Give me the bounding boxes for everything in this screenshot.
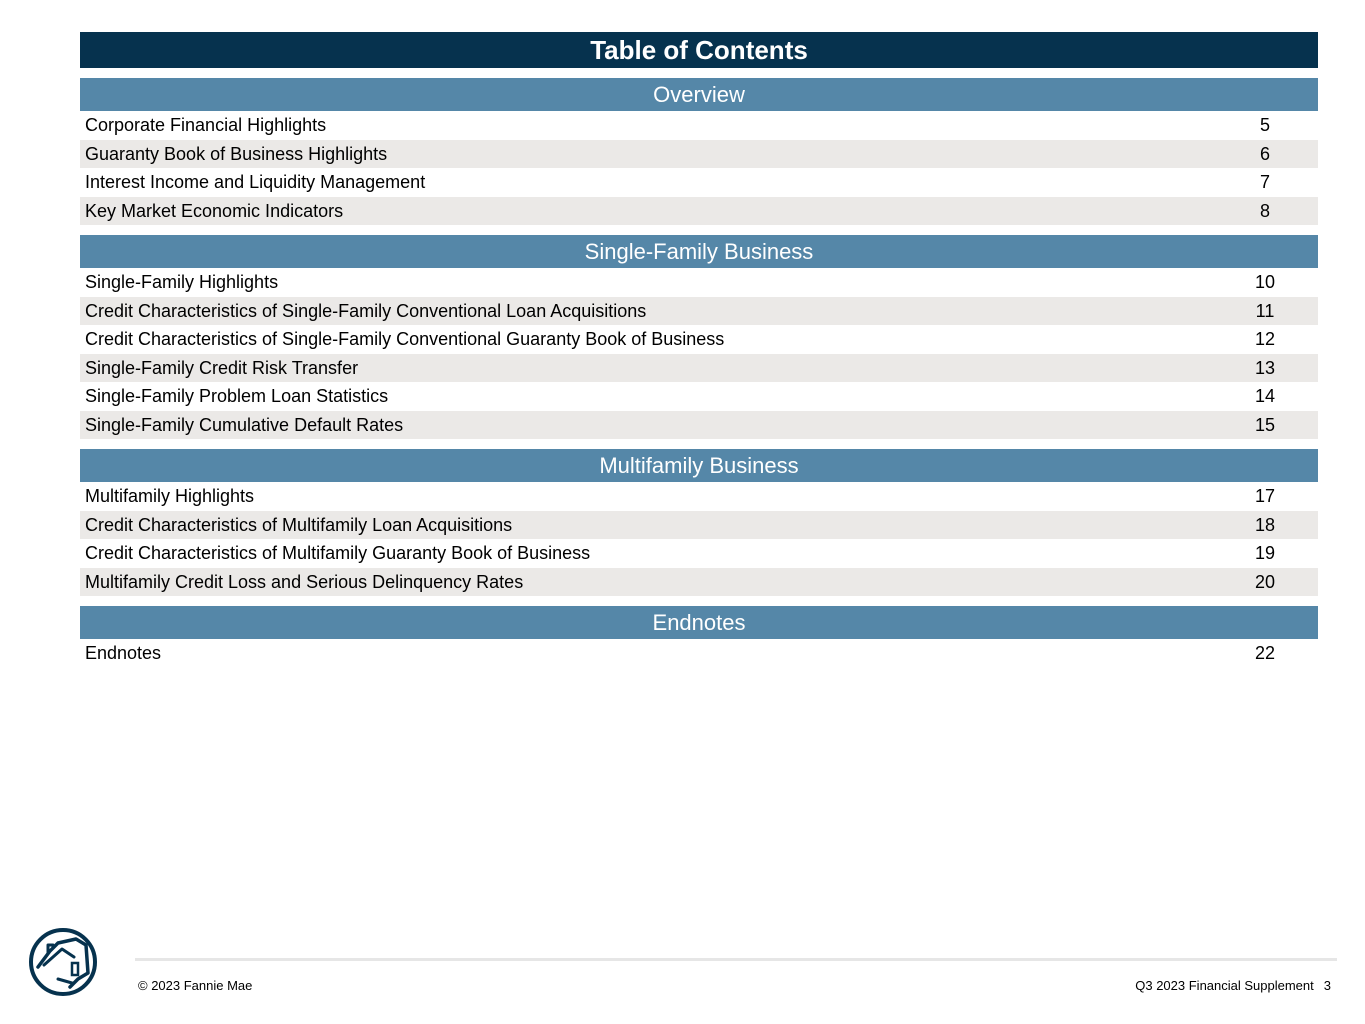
toc-entry-label: Single-Family Credit Risk Transfer [85, 357, 359, 378]
toc-page-number: 18 [1254, 514, 1276, 535]
section-single-family [80, 235, 1318, 439]
toc-entry-label: Credit Characteristics of Single-Family Conventional Loan Acquisitions [85, 300, 647, 321]
footer-document-title: Q3 2023 Financial Supplement [1135, 978, 1314, 993]
toc-entry-label: Credit Characteristics of Multifamily Guaranty Book of Business [85, 543, 591, 563]
footer-document-info [1135, 978, 1331, 993]
toc-entry-label: Endnotes [85, 643, 162, 663]
toc-row[interactable] [80, 111, 1318, 140]
toc-row[interactable] [80, 539, 1318, 568]
toc-entry-label: Credit Characteristics of Single-Family Conventional Guaranty Book of Business [85, 329, 725, 349]
toc-row[interactable] [80, 411, 1318, 440]
toc-page-number: 8 [1259, 200, 1270, 221]
toc-row[interactable] [80, 482, 1318, 511]
toc-page-number: 11 [1255, 300, 1275, 321]
section-overview [80, 78, 1318, 225]
toc-entry-label: Multifamily Credit Loss and Serious Delinquency Rates [85, 571, 524, 592]
toc-page-number: 20 [1254, 571, 1276, 592]
toc-entry-label: Guaranty Book of Business Highlights [85, 143, 388, 164]
toc-row[interactable] [80, 197, 1318, 226]
page-title: Table of Contents [80, 32, 1318, 68]
toc-entry-label: Key Market Economic Indicators [85, 200, 344, 221]
toc-page-number: 10 [1254, 272, 1276, 292]
section-multifamily [80, 449, 1318, 596]
toc-page-number: 14 [1254, 386, 1276, 406]
toc-row[interactable] [80, 325, 1318, 354]
footer-page-number: 3 [1323, 978, 1331, 993]
section-endnotes [80, 606, 1318, 668]
toc-row[interactable] [80, 639, 1318, 668]
toc-row[interactable] [80, 140, 1318, 169]
toc-page-number: 7 [1259, 172, 1270, 192]
section-header: Single-Family Business [80, 235, 1318, 268]
toc-page-number: 19 [1254, 543, 1276, 563]
toc-row[interactable] [80, 354, 1318, 383]
toc-row[interactable] [80, 382, 1318, 411]
toc-entry-label: Multifamily Highlights [85, 486, 255, 506]
footer-copyright: © 2023 Fannie Mae [138, 978, 253, 993]
toc-entry-label: Single-Family Problem Loan Statistics [85, 386, 389, 406]
section-header: Multifamily Business [80, 449, 1318, 482]
section-header: Overview [80, 78, 1318, 111]
toc-page-number: 22 [1254, 643, 1276, 663]
toc-row[interactable] [80, 268, 1318, 297]
toc-row[interactable] [80, 568, 1318, 597]
toc-entry-label: Single-Family Cumulative Default Rates [85, 414, 404, 435]
toc-page-number: 5 [1259, 115, 1270, 135]
toc-entry-label: Corporate Financial Highlights [85, 115, 327, 135]
toc-entry-label: Credit Characteristics of Multifamily Loan Acquisitions [85, 514, 513, 535]
toc-page-number: 13 [1254, 357, 1276, 378]
toc-row[interactable] [80, 297, 1318, 326]
table-of-contents [80, 32, 1318, 678]
toc-row[interactable] [80, 511, 1318, 540]
toc-page-number: 12 [1254, 329, 1276, 349]
footer-divider [135, 958, 1337, 961]
toc-row[interactable] [80, 168, 1318, 197]
fannie-mae-logo-icon [28, 927, 98, 997]
toc-entry-label: Single-Family Highlights [85, 272, 279, 292]
toc-page-number: 6 [1259, 143, 1270, 164]
toc-page-number: 17 [1254, 486, 1276, 506]
toc-page-number: 15 [1254, 414, 1276, 435]
section-header: Endnotes [80, 606, 1318, 639]
toc-entry-label: Interest Income and Liquidity Management [85, 172, 426, 192]
